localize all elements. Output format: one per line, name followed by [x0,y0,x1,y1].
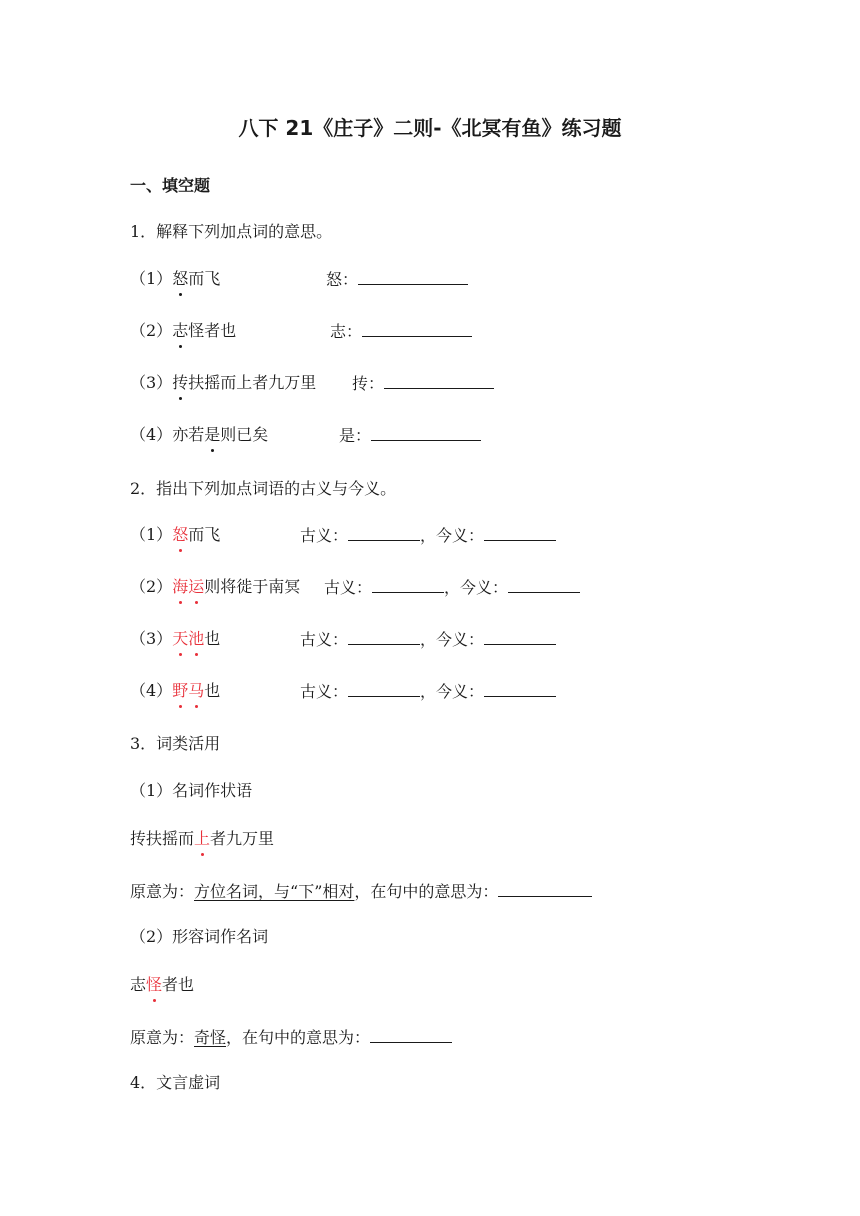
ancient-meaning-blank[interactable] [348,680,420,697]
q2-item-4: （4）野马也 古义： ，今义： [130,680,220,702]
dotted-word: 池 [188,629,205,648]
section-heading: 一、填空题 [130,176,211,195]
original-meaning: 方位名词，与“下”相对 [194,882,355,901]
ancient-meaning-blank[interactable] [348,628,420,645]
modern-meaning-blank[interactable] [484,680,556,697]
dotted-word: 志 [172,321,189,340]
answer-blank[interactable] [362,320,472,337]
answer-blank[interactable] [371,424,481,441]
dotted-word: 怪 [146,975,163,994]
answer-blank[interactable] [498,880,592,897]
answer-blank[interactable] [358,268,468,285]
original-meaning: 奇怪 [194,1028,227,1047]
modern-meaning-blank[interactable] [508,576,580,593]
q2-item-3: （3）天池也 古义： ，今义： [130,628,220,650]
question-2-prompt: 2．指出下列加点词语的古义与今义。 [130,479,397,498]
dotted-word: 是 [204,425,221,444]
page-title: 八下 21《庄子》二则-《北冥有鱼》练习题 [238,116,622,140]
q3-sub2-heading: （2）形容词作名词 [130,927,269,946]
dotted-word: 上 [194,829,211,848]
question-4-prompt: 4．文言虚词 [130,1073,221,1092]
q3-sub2-meaning: 原意为：奇怪，在句中的意思为： [130,1026,452,1048]
dotted-word: 海 [172,577,189,596]
q2-item-1: （1）怒而飞 古义： ，今义： [130,524,220,546]
modern-meaning-blank[interactable] [484,628,556,645]
dotted-word: 马 [188,681,205,700]
question-3-prompt: 3．词类活用 [130,734,221,753]
q1-item-3: （3）抟扶摇而上者九万里 抟： [130,372,316,394]
ancient-meaning-blank[interactable] [348,524,420,541]
q1-item-1: （1）怒而飞 怒： [130,268,220,290]
dotted-word: 抟 [172,373,189,392]
q3-sub1-meaning: 原意为：方位名词，与“下”相对，在句中的意思为： [130,880,592,902]
q1-item-2: （2）志怪者也 志： [130,320,236,342]
answer-blank[interactable] [370,1026,452,1043]
q1-item-4: （4）亦若是则已矣 是： [130,424,268,446]
answer-blank[interactable] [384,372,494,389]
dotted-word: 野 [172,681,189,700]
dotted-word: 天 [172,629,189,648]
q3-sub1-sentence: 抟扶摇而上者九万里 [130,829,275,848]
dotted-word: 怒 [172,269,189,288]
q3-sub1-heading: （1）名词作状语 [130,781,253,800]
modern-meaning-blank[interactable] [484,524,556,541]
question-1-prompt: 1．解释下列加点词的意思。 [130,222,333,241]
dotted-word: 怒 [172,525,189,544]
q3-sub2-sentence: 志怪者也 [130,975,195,994]
ancient-meaning-blank[interactable] [372,576,444,593]
dotted-word: 运 [188,577,205,596]
q2-item-2: （2）海运则将徙于南冥 古义： ，今义： [130,576,300,598]
